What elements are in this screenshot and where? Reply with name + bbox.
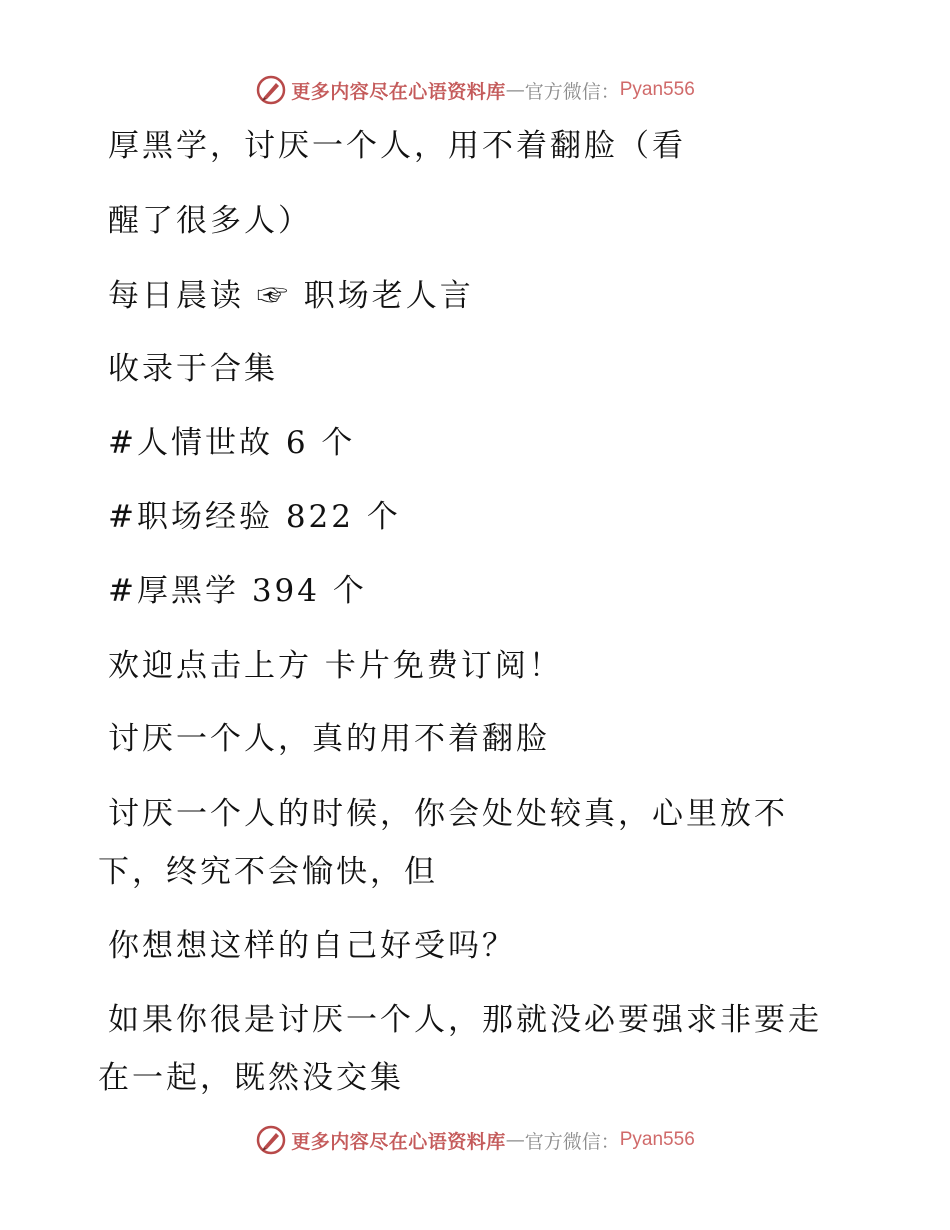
footer-watermark <box>0 1120 950 1160</box>
collection-tag-houheixue: #厚黑学 394 个 <box>108 573 367 609</box>
watermark-wechat-id: Pyan556 <box>619 1129 695 1150</box>
paragraph-3-line-1: 如果你很是讨厌一个人，那就没必要强求非要走 <box>108 1002 822 1038</box>
watermark-main-text: 更多内容尽在心语资料库 <box>291 1130 506 1153</box>
watermark-sub-text: 官方微信： <box>524 1130 620 1153</box>
subscribe-prompt: 欢迎点击上方 卡片免费订阅！ <box>108 648 563 684</box>
watermark-dash: — <box>505 79 525 101</box>
paragraph-2: 你想想这样的自己好受吗？ <box>108 928 516 964</box>
paragraph-1-line-1: 讨厌一个人的时候，你会处处较真，心里放不 <box>108 796 788 832</box>
watermark-sub-text: 官方微信： <box>524 80 620 103</box>
morning-read-line: 每日晨读 ☞ 职场老人言 <box>108 278 474 314</box>
article-title-line-1: 厚黑学，讨厌一个人，用不着翻脸（看 <box>108 128 686 164</box>
section-heading: 讨厌一个人，真的用不着翻脸 <box>108 721 550 757</box>
collection-tag-renqing: #人情世故 6 个 <box>108 425 356 461</box>
watermark-main-text: 更多内容尽在心语资料库 <box>291 80 506 103</box>
pen-logo-icon <box>255 74 287 106</box>
article-title-line-2: 醒了很多人） <box>108 203 312 239</box>
watermark-dash: — <box>505 1129 525 1151</box>
paragraph-1-line-2: 下，终究不会愉快，但 <box>98 854 438 890</box>
paragraph-3-line-2: 在一起，既然没交集 <box>98 1060 404 1096</box>
collection-label: 收录于合集 <box>108 351 278 387</box>
collection-tag-zhichang: #职场经验 822 个 <box>108 499 401 535</box>
watermark-wechat-id: Pyan556 <box>619 79 695 100</box>
header-watermark <box>0 70 950 110</box>
pen-logo-icon <box>255 1124 287 1156</box>
